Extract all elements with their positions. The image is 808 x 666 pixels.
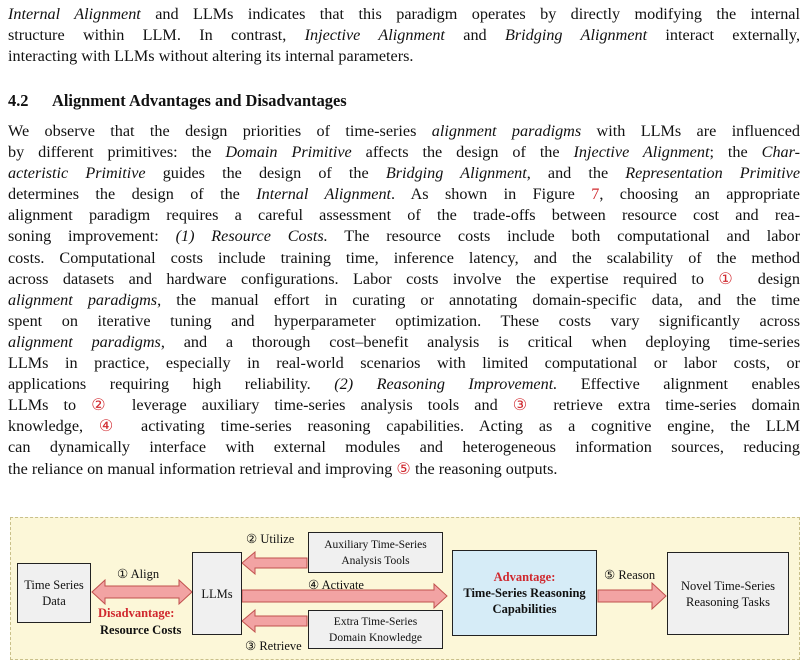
- text-run: interacting with LLMs without altering its internal parameters.: [8, 47, 414, 66]
- activate-label: ④ Activate: [308, 578, 364, 592]
- advantage-body: Time-Series Reasoning Capabilities: [463, 586, 586, 616]
- text-run: knowledge,: [8, 417, 99, 436]
- text-run: the reasoning outputs.: [410, 459, 558, 478]
- text-run: alignment paradigms: [431, 122, 582, 140]
- advantages-line: [8, 332, 800, 353]
- advantages-line: [8, 374, 800, 395]
- advantages-line: [8, 416, 800, 437]
- reference-marker: ①: [718, 269, 744, 288]
- reference-marker: 7: [591, 185, 600, 204]
- text-run: can dynamically interface with external modules and heterogeneous information sources, reducing: [8, 438, 800, 457]
- text-run: acteristic Primitive: [8, 164, 146, 183]
- text-run: spent on iterative tuning and hyperparameter optimization. These costs vary significantly across: [8, 311, 800, 330]
- advantages-line: [8, 269, 800, 290]
- text-run: ; the: [709, 143, 762, 162]
- advantage-title: Advantage:: [493, 570, 556, 584]
- text-run: guides the design of the: [145, 164, 386, 183]
- text-run: determines the design of the: [8, 185, 257, 204]
- text-run: by different primitives: the: [8, 143, 226, 162]
- text-run: The resource costs include both computational and labor: [327, 227, 801, 246]
- text-run: applications requiring high reliability.: [8, 375, 335, 394]
- text-run: (1) Resource Costs.: [175, 227, 328, 246]
- advantages-line: [8, 437, 800, 458]
- retrieve-label: ③ Retrieve: [245, 639, 302, 653]
- section-title: Alignment Advantages and Disadvantages: [52, 91, 347, 110]
- align-arrow: [92, 580, 192, 604]
- text-run: alignment paradigm requires a careful assessment of the trade-offs between resource cost and rea-: [8, 206, 800, 225]
- text-run: Injective Alignment: [304, 26, 445, 45]
- text-run: across datasets and hardware configurations. Labor costs involve the expertise required to: [8, 269, 719, 288]
- advantages-line: [8, 248, 800, 269]
- text-run: Domain Primitive: [225, 143, 352, 162]
- text-run: design: [743, 269, 800, 288]
- text-run: Representation Primitive: [625, 164, 801, 183]
- align-label: ① Align: [117, 567, 160, 581]
- text-run: Effective alignment enables: [557, 375, 801, 394]
- utilize-arrow: [242, 552, 307, 574]
- text-run: the reliance on manual information retrieval and improving: [8, 459, 397, 478]
- text-run: , and a thorough cost–benefit analysis is critical when deploying time-series: [160, 332, 800, 351]
- text-run: interact externally,: [647, 26, 801, 45]
- reference-marker: ②: [91, 396, 117, 415]
- text-run: and: [444, 26, 505, 45]
- text-run: soning improvement:: [8, 227, 176, 246]
- text-run: structure within LLM. In contrast,: [8, 26, 305, 45]
- text-run: (2) Reasoning Improvement.: [334, 375, 558, 394]
- advantages-line: [8, 311, 800, 332]
- reference-marker: ⑤: [396, 459, 411, 478]
- advantages-line: [8, 353, 800, 374]
- advantages-line: [8, 395, 800, 416]
- text-run: Bridging Alignment: [385, 164, 527, 183]
- paragraph-advantages: [8, 121, 800, 480]
- intro-line: [8, 46, 800, 67]
- novel-tasks-label: Novel Time-Series Reasoning Tasks: [680, 578, 776, 609]
- text-run: . As shown in Figure: [391, 185, 592, 204]
- advantages-line: [8, 459, 800, 480]
- text-run: alignment paradigms: [8, 290, 158, 309]
- text-run: activating time-series reasoning capabilities. Acting as a cognitive engine, the LLM: [125, 417, 801, 436]
- text-run: leverage auxiliary time-series analysis tools and: [116, 396, 513, 415]
- text-run: retrieve extra time-series domain: [538, 396, 801, 415]
- disadvantage-title: Disadvantage:: [98, 606, 175, 620]
- aux-tools-label: Auxiliary Time-Series Analysis Tools: [324, 538, 427, 567]
- reason-label: ⑤ Reason: [604, 568, 656, 582]
- paragraph-intro: [8, 4, 800, 67]
- figure-alignment-tradeoffs: [10, 517, 800, 660]
- llms-box: [192, 552, 242, 635]
- llms-label: LLMs: [201, 586, 233, 601]
- intro-line: [8, 25, 800, 46]
- reason-arrow: [598, 583, 666, 609]
- advantage-box: [452, 550, 597, 636]
- utilize-label: ② Utilize: [246, 532, 295, 546]
- time-series-data-box: [17, 563, 91, 623]
- text-run: , the manual effort in curating or annotating domain-specific data, and the time: [157, 290, 800, 309]
- section-heading: [8, 91, 347, 111]
- advantages-line: [8, 142, 800, 163]
- advantages-line: [8, 205, 800, 226]
- advantages-line: [8, 184, 800, 205]
- advantages-line: [8, 121, 800, 142]
- novel-tasks-box: [667, 552, 789, 635]
- intro-line: [8, 4, 800, 25]
- aux-tools-box: [308, 532, 443, 573]
- text-run: alignment paradigms: [8, 332, 161, 351]
- reference-marker: ④: [98, 417, 126, 436]
- text-run: LLMs in practice, especially in real-world scenarios with limited computational or labor costs, or: [8, 354, 800, 373]
- disadvantage-body: Resource Costs: [100, 623, 182, 637]
- text-run: and LLMs indicates that this paradigm operates by directly modifying the internal: [140, 5, 800, 23]
- text-run: with LLMs are influenced: [581, 122, 801, 140]
- extra-knowledge-box: [308, 610, 443, 649]
- advantages-line: [8, 163, 800, 184]
- retrieve-arrow: [242, 610, 307, 632]
- extra-knowledge-label: Extra Time-Series Domain Knowledge: [329, 615, 422, 644]
- text-run: costs. Computational costs include training time, inference latency, and the scalability of the method: [8, 248, 800, 267]
- text-run: Bridging Alignment: [504, 26, 648, 45]
- time-series-data-label: Time Series Data: [24, 578, 84, 608]
- advantages-line: [8, 226, 800, 247]
- text-run: Injective Alignment: [573, 143, 710, 162]
- text-run: Char-: [761, 143, 801, 162]
- text-run: We observe that the design priorities of time-series: [8, 122, 432, 140]
- text-run: Internal Alignment: [8, 5, 141, 23]
- text-run: Internal Alignment: [256, 185, 392, 204]
- reference-marker: ③: [512, 396, 539, 415]
- text-run: LLMs to: [8, 396, 92, 415]
- section-number: 4.2: [8, 91, 29, 110]
- advantages-line: [8, 290, 800, 311]
- text-run: affects the design of the: [351, 143, 574, 162]
- text-run: , and the: [526, 164, 626, 183]
- text-run: , choosing an appropriate: [599, 185, 800, 204]
